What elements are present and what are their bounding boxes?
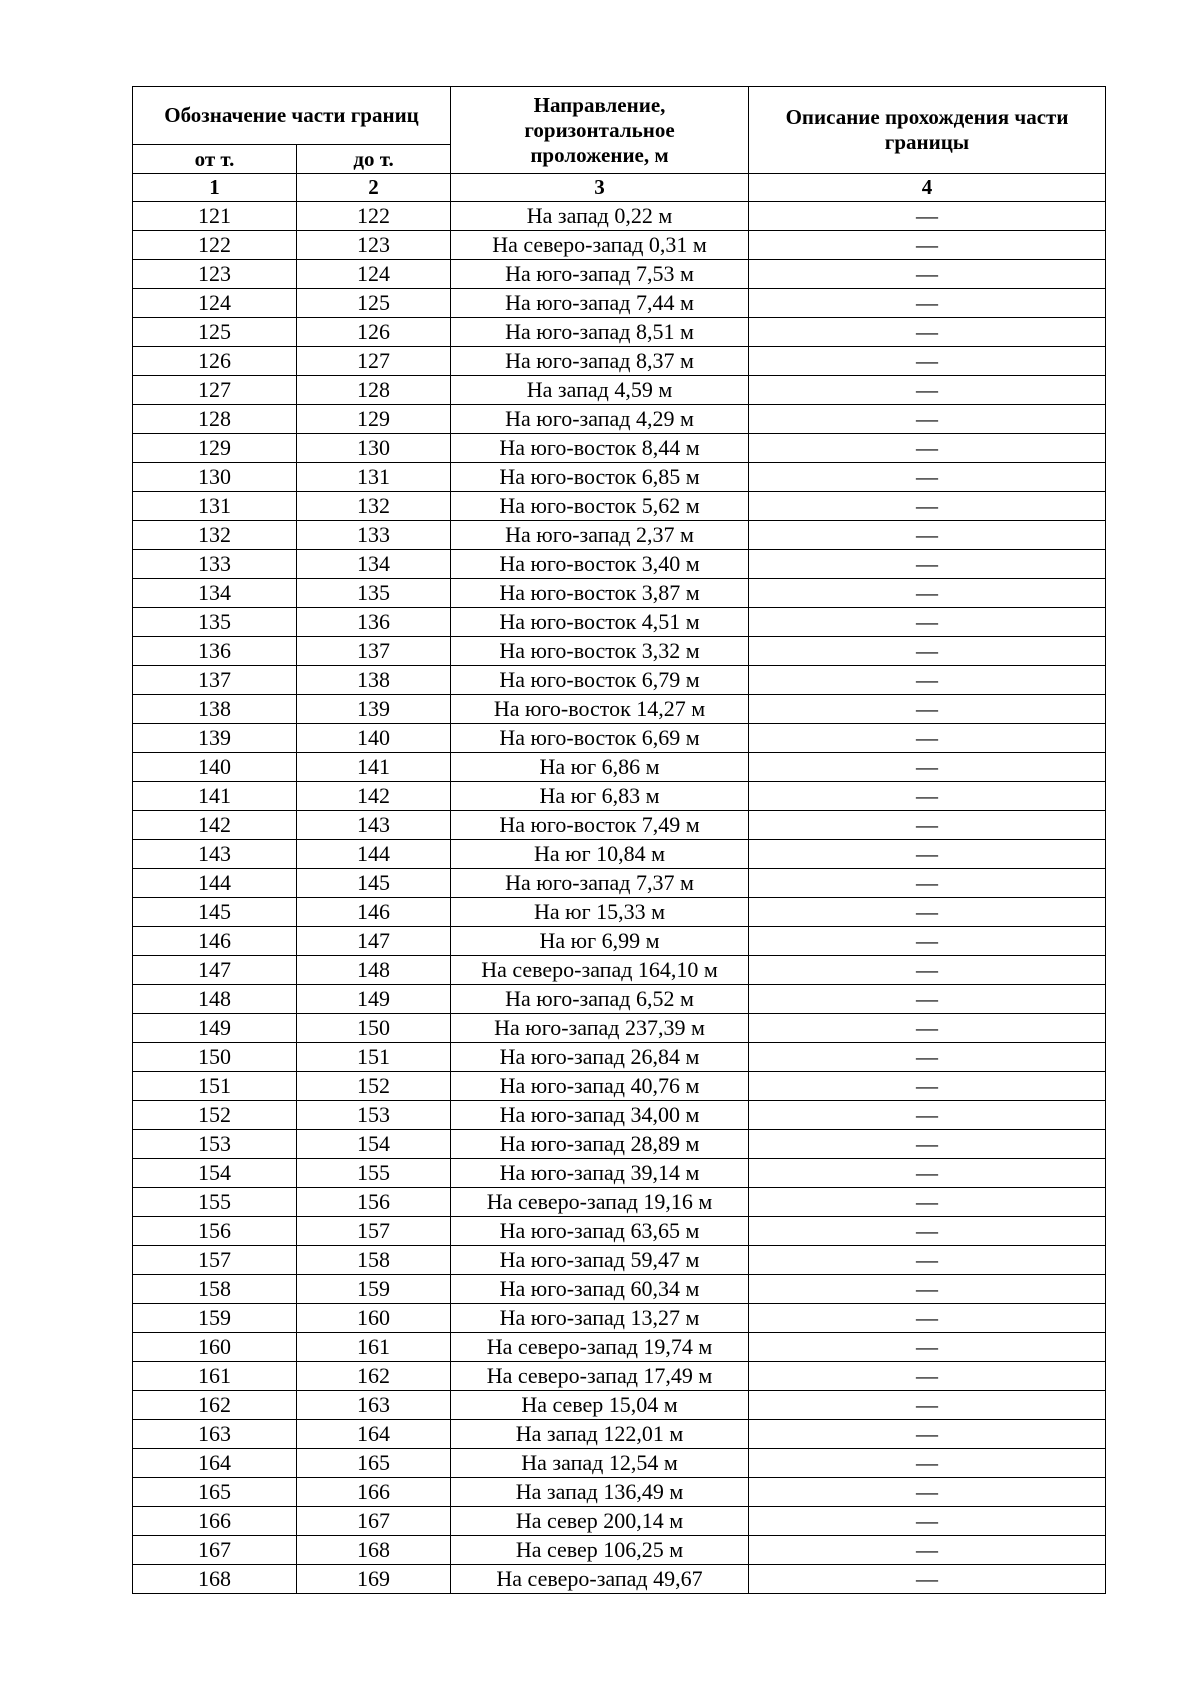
table-row bbox=[133, 724, 1106, 753]
direction-cell: На юго-запад 237,39 м bbox=[451, 1014, 749, 1043]
from-point-cell: 156 bbox=[133, 1217, 297, 1246]
from-point-cell: 149 bbox=[133, 1014, 297, 1043]
from-point-cell: 125 bbox=[133, 318, 297, 347]
description-cell: — bbox=[749, 1043, 1106, 1072]
description-cell: — bbox=[749, 347, 1106, 376]
from-point-cell: 139 bbox=[133, 724, 297, 753]
direction-cell: На северо-запад 19,16 м bbox=[451, 1188, 749, 1217]
table-row bbox=[133, 1333, 1106, 1362]
from-point-cell: 140 bbox=[133, 753, 297, 782]
to-point-cell: 145 bbox=[297, 869, 451, 898]
direction-cell: На юго-запад 7,53 м bbox=[451, 260, 749, 289]
table-row bbox=[133, 1130, 1106, 1159]
description-cell: — bbox=[749, 1275, 1106, 1304]
table-row bbox=[133, 1362, 1106, 1391]
from-point-cell: 134 bbox=[133, 579, 297, 608]
to-point-cell: 169 bbox=[297, 1565, 451, 1594]
table-row bbox=[133, 347, 1106, 376]
description-cell: — bbox=[749, 869, 1106, 898]
description-cell: — bbox=[749, 1391, 1106, 1420]
description-cell: — bbox=[749, 1565, 1106, 1594]
direction-cell: На юго-запад 6,52 м bbox=[451, 985, 749, 1014]
to-point-cell: 136 bbox=[297, 608, 451, 637]
to-point-cell: 162 bbox=[297, 1362, 451, 1391]
table-row bbox=[133, 1565, 1106, 1594]
table-row bbox=[133, 434, 1106, 463]
table-row bbox=[133, 1014, 1106, 1043]
to-point-cell: 151 bbox=[297, 1043, 451, 1072]
direction-cell: На юго-запад 39,14 м bbox=[451, 1159, 749, 1188]
description-cell: — bbox=[749, 956, 1106, 985]
from-point-cell: 147 bbox=[133, 956, 297, 985]
from-point-cell: 142 bbox=[133, 811, 297, 840]
from-point-cell: 159 bbox=[133, 1304, 297, 1333]
to-point-cell: 142 bbox=[297, 782, 451, 811]
description-cell: — bbox=[749, 405, 1106, 434]
from-point-cell: 127 bbox=[133, 376, 297, 405]
description-cell: — bbox=[749, 1449, 1106, 1478]
table-row bbox=[133, 782, 1106, 811]
to-point-cell: 157 bbox=[297, 1217, 451, 1246]
table-row bbox=[133, 1188, 1106, 1217]
from-point-cell: 165 bbox=[133, 1478, 297, 1507]
table-row bbox=[133, 1275, 1106, 1304]
to-point-cell: 135 bbox=[297, 579, 451, 608]
direction-cell: На юго-восток 7,49 м bbox=[451, 811, 749, 840]
to-point-cell: 131 bbox=[297, 463, 451, 492]
table-row bbox=[133, 376, 1106, 405]
description-cell: — bbox=[749, 1188, 1106, 1217]
table-row bbox=[133, 956, 1106, 985]
description-cell: — bbox=[749, 1101, 1106, 1130]
description-cell: — bbox=[749, 724, 1106, 753]
description-cell: — bbox=[749, 521, 1106, 550]
direction-cell: На юго-запад 8,51 м bbox=[451, 318, 749, 347]
description-cell: — bbox=[749, 637, 1106, 666]
description-cell: — bbox=[749, 1130, 1106, 1159]
table-row bbox=[133, 666, 1106, 695]
direction-cell: На юго-восток 6,85 м bbox=[451, 463, 749, 492]
description-cell: — bbox=[749, 1362, 1106, 1391]
direction-cell: На юго-восток 3,40 м bbox=[451, 550, 749, 579]
table-row bbox=[133, 1304, 1106, 1333]
table-row bbox=[133, 289, 1106, 318]
direction-cell: На юго-запад 7,37 м bbox=[451, 869, 749, 898]
to-point-cell: 166 bbox=[297, 1478, 451, 1507]
to-point-cell: 150 bbox=[297, 1014, 451, 1043]
from-point-cell: 128 bbox=[133, 405, 297, 434]
to-point-cell: 165 bbox=[297, 1449, 451, 1478]
direction-cell: На юго-запад 7,44 м bbox=[451, 289, 749, 318]
table-row bbox=[133, 492, 1106, 521]
to-point-cell: 127 bbox=[297, 347, 451, 376]
to-point-cell: 155 bbox=[297, 1159, 451, 1188]
description-cell: — bbox=[749, 927, 1106, 956]
from-point-cell: 157 bbox=[133, 1246, 297, 1275]
to-point-cell: 143 bbox=[297, 811, 451, 840]
from-point-cell: 167 bbox=[133, 1536, 297, 1565]
to-point-cell: 125 bbox=[297, 289, 451, 318]
direction-cell: На юго-запад 4,29 м bbox=[451, 405, 749, 434]
table-row bbox=[133, 1246, 1106, 1275]
direction-cell: На юг 6,99 м bbox=[451, 927, 749, 956]
to-point-cell: 147 bbox=[297, 927, 451, 956]
direction-cell: На запад 0,22 м bbox=[451, 202, 749, 231]
table-row bbox=[133, 637, 1106, 666]
from-point-cell: 163 bbox=[133, 1420, 297, 1449]
direction-cell: На юго-восток 6,79 м bbox=[451, 666, 749, 695]
from-point-cell: 143 bbox=[133, 840, 297, 869]
to-point-cell: 148 bbox=[297, 956, 451, 985]
from-point-cell: 153 bbox=[133, 1130, 297, 1159]
to-point-cell: 168 bbox=[297, 1536, 451, 1565]
table-row bbox=[133, 753, 1106, 782]
description-cell: — bbox=[749, 898, 1106, 927]
description-cell: — bbox=[749, 811, 1106, 840]
to-point-cell: 126 bbox=[297, 318, 451, 347]
table-row bbox=[133, 695, 1106, 724]
table-row bbox=[133, 1420, 1106, 1449]
table-row bbox=[133, 550, 1106, 579]
to-point-cell: 153 bbox=[297, 1101, 451, 1130]
direction-cell: На запад 4,59 м bbox=[451, 376, 749, 405]
direction-cell: На юго-восток 5,62 м bbox=[451, 492, 749, 521]
direction-cell: На север 200,14 м bbox=[451, 1507, 749, 1536]
from-point-cell: 126 bbox=[133, 347, 297, 376]
from-point-cell: 166 bbox=[133, 1507, 297, 1536]
description-cell: — bbox=[749, 231, 1106, 260]
direction-cell: На юг 6,83 м bbox=[451, 782, 749, 811]
to-point-cell: 138 bbox=[297, 666, 451, 695]
description-cell: — bbox=[749, 1507, 1106, 1536]
description-cell: — bbox=[749, 463, 1106, 492]
direction-cell: На юго-восток 4,51 м bbox=[451, 608, 749, 637]
description-cell: — bbox=[749, 289, 1106, 318]
description-cell: — bbox=[749, 434, 1106, 463]
table-row bbox=[133, 521, 1106, 550]
from-point-cell: 148 bbox=[133, 985, 297, 1014]
direction-cell: На запад 12,54 м bbox=[451, 1449, 749, 1478]
from-point-cell: 136 bbox=[133, 637, 297, 666]
to-point-cell: 139 bbox=[297, 695, 451, 724]
from-point-cell: 150 bbox=[133, 1043, 297, 1072]
table-row bbox=[133, 927, 1106, 956]
from-point-cell: 124 bbox=[133, 289, 297, 318]
to-point-cell: 163 bbox=[297, 1391, 451, 1420]
description-cell: — bbox=[749, 753, 1106, 782]
direction-cell: На юго-восток 3,32 м bbox=[451, 637, 749, 666]
from-point-cell: 135 bbox=[133, 608, 297, 637]
to-point-header: до т. bbox=[297, 145, 451, 174]
description-cell: — bbox=[749, 318, 1106, 347]
description-cell: — bbox=[749, 260, 1106, 289]
description-cell: — bbox=[749, 1072, 1106, 1101]
to-point-cell: 130 bbox=[297, 434, 451, 463]
to-point-cell: 132 bbox=[297, 492, 451, 521]
from-point-cell: 160 bbox=[133, 1333, 297, 1362]
description-cell: — bbox=[749, 608, 1106, 637]
description-header: Описание прохождения части границы bbox=[749, 87, 1106, 174]
from-point-cell: 137 bbox=[133, 666, 297, 695]
table-row bbox=[133, 1478, 1106, 1507]
from-point-cell: 146 bbox=[133, 927, 297, 956]
direction-cell: На юго-восток 3,87 м bbox=[451, 579, 749, 608]
part-designation-header: Обозначение части границ bbox=[133, 87, 451, 145]
table-row bbox=[133, 1507, 1106, 1536]
direction-cell: На северо-запад 19,74 м bbox=[451, 1333, 749, 1362]
to-point-cell: 133 bbox=[297, 521, 451, 550]
description-cell: — bbox=[749, 840, 1106, 869]
table-row bbox=[133, 318, 1106, 347]
table-row bbox=[133, 608, 1106, 637]
direction-cell: На запад 122,01 м bbox=[451, 1420, 749, 1449]
table-row bbox=[133, 1101, 1106, 1130]
table-row bbox=[133, 1072, 1106, 1101]
direction-cell: На юго-запад 28,89 м bbox=[451, 1130, 749, 1159]
to-point-cell: 160 bbox=[297, 1304, 451, 1333]
from-point-cell: 141 bbox=[133, 782, 297, 811]
direction-cell: На юго-запад 8,37 м bbox=[451, 347, 749, 376]
table-row bbox=[133, 1536, 1106, 1565]
to-point-cell: 146 bbox=[297, 898, 451, 927]
description-cell: — bbox=[749, 1420, 1106, 1449]
column-number: 2 bbox=[297, 174, 451, 202]
table-row bbox=[133, 1391, 1106, 1420]
description-cell: — bbox=[749, 1217, 1106, 1246]
table-row bbox=[133, 202, 1106, 231]
direction-cell: На северо-запад 0,31 м bbox=[451, 231, 749, 260]
direction-cell: На юго-запад 26,84 м bbox=[451, 1043, 749, 1072]
column-number-row bbox=[133, 174, 1106, 202]
direction-header: Направление, горизонтальное проложение, м bbox=[451, 87, 749, 174]
description-cell: — bbox=[749, 1246, 1106, 1275]
description-cell: — bbox=[749, 1159, 1106, 1188]
from-point-cell: 138 bbox=[133, 695, 297, 724]
to-point-cell: 128 bbox=[297, 376, 451, 405]
direction-cell: На юго-восток 14,27 м bbox=[451, 695, 749, 724]
direction-cell: На юго-запад 13,27 м bbox=[451, 1304, 749, 1333]
to-point-cell: 158 bbox=[297, 1246, 451, 1275]
to-point-cell: 152 bbox=[297, 1072, 451, 1101]
to-point-cell: 149 bbox=[297, 985, 451, 1014]
from-point-cell: 132 bbox=[133, 521, 297, 550]
table-row bbox=[133, 869, 1106, 898]
from-point-header: от т. bbox=[133, 145, 297, 174]
table-row bbox=[133, 463, 1106, 492]
description-cell: — bbox=[749, 695, 1106, 724]
from-point-cell: 129 bbox=[133, 434, 297, 463]
direction-cell: На юго-запад 2,37 м bbox=[451, 521, 749, 550]
table-row bbox=[133, 1043, 1106, 1072]
description-cell: — bbox=[749, 492, 1106, 521]
table-row bbox=[133, 1449, 1106, 1478]
column-number: 1 bbox=[133, 174, 297, 202]
to-point-cell: 141 bbox=[297, 753, 451, 782]
to-point-cell: 129 bbox=[297, 405, 451, 434]
table-row bbox=[133, 985, 1106, 1014]
to-point-cell: 167 bbox=[297, 1507, 451, 1536]
to-point-cell: 134 bbox=[297, 550, 451, 579]
from-point-cell: 121 bbox=[133, 202, 297, 231]
from-point-cell: 155 bbox=[133, 1188, 297, 1217]
to-point-cell: 124 bbox=[297, 260, 451, 289]
to-point-cell: 140 bbox=[297, 724, 451, 753]
description-cell: — bbox=[749, 1536, 1106, 1565]
direction-cell: На юго-запад 40,76 м bbox=[451, 1072, 749, 1101]
direction-cell: На юго-запад 34,00 м bbox=[451, 1101, 749, 1130]
table-row bbox=[133, 1159, 1106, 1188]
to-point-cell: 123 bbox=[297, 231, 451, 260]
table-header bbox=[133, 87, 1106, 202]
description-cell: — bbox=[749, 666, 1106, 695]
description-cell: — bbox=[749, 1478, 1106, 1507]
from-point-cell: 164 bbox=[133, 1449, 297, 1478]
direction-cell: На юг 6,86 м bbox=[451, 753, 749, 782]
table-row bbox=[133, 898, 1106, 927]
description-cell: — bbox=[749, 202, 1106, 231]
to-point-cell: 137 bbox=[297, 637, 451, 666]
to-point-cell: 154 bbox=[297, 1130, 451, 1159]
description-cell: — bbox=[749, 1333, 1106, 1362]
direction-cell: На юг 10,84 м bbox=[451, 840, 749, 869]
direction-cell: На юго-восток 6,69 м bbox=[451, 724, 749, 753]
to-point-cell: 161 bbox=[297, 1333, 451, 1362]
direction-cell: На юго-запад 63,65 м bbox=[451, 1217, 749, 1246]
direction-cell: На северо-запад 49,67 bbox=[451, 1565, 749, 1594]
direction-cell: На северо-запад 164,10 м bbox=[451, 956, 749, 985]
direction-cell: На север 15,04 м bbox=[451, 1391, 749, 1420]
to-point-cell: 159 bbox=[297, 1275, 451, 1304]
to-point-cell: 164 bbox=[297, 1420, 451, 1449]
to-point-cell: 144 bbox=[297, 840, 451, 869]
direction-cell: На северо-запад 17,49 м bbox=[451, 1362, 749, 1391]
description-cell: — bbox=[749, 1014, 1106, 1043]
from-point-cell: 152 bbox=[133, 1101, 297, 1130]
to-point-cell: 122 bbox=[297, 202, 451, 231]
from-point-cell: 161 bbox=[133, 1362, 297, 1391]
from-point-cell: 133 bbox=[133, 550, 297, 579]
table-row bbox=[133, 840, 1106, 869]
to-point-cell: 156 bbox=[297, 1188, 451, 1217]
description-cell: — bbox=[749, 376, 1106, 405]
description-cell: — bbox=[749, 550, 1106, 579]
from-point-cell: 123 bbox=[133, 260, 297, 289]
from-point-cell: 130 bbox=[133, 463, 297, 492]
direction-cell: На запад 136,49 м bbox=[451, 1478, 749, 1507]
description-cell: — bbox=[749, 579, 1106, 608]
from-point-cell: 122 bbox=[133, 231, 297, 260]
direction-cell: На юго-запад 59,47 м bbox=[451, 1246, 749, 1275]
from-point-cell: 158 bbox=[133, 1275, 297, 1304]
table-row bbox=[133, 231, 1106, 260]
table-row bbox=[133, 260, 1106, 289]
direction-cell: На юго-восток 8,44 м bbox=[451, 434, 749, 463]
description-cell: — bbox=[749, 985, 1106, 1014]
column-number: 3 bbox=[451, 174, 749, 202]
boundary-table bbox=[132, 86, 1106, 1594]
from-point-cell: 131 bbox=[133, 492, 297, 521]
from-point-cell: 168 bbox=[133, 1565, 297, 1594]
direction-cell: На юг 15,33 м bbox=[451, 898, 749, 927]
from-point-cell: 162 bbox=[133, 1391, 297, 1420]
table-row bbox=[133, 1217, 1106, 1246]
from-point-cell: 144 bbox=[133, 869, 297, 898]
from-point-cell: 145 bbox=[133, 898, 297, 927]
column-number: 4 bbox=[749, 174, 1106, 202]
direction-cell: На север 106,25 м bbox=[451, 1536, 749, 1565]
table-body bbox=[133, 202, 1106, 1594]
description-cell: — bbox=[749, 1304, 1106, 1333]
from-point-cell: 151 bbox=[133, 1072, 297, 1101]
description-cell: — bbox=[749, 782, 1106, 811]
table-row bbox=[133, 579, 1106, 608]
direction-cell: На юго-запад 60,34 м bbox=[451, 1275, 749, 1304]
table-row bbox=[133, 405, 1106, 434]
from-point-cell: 154 bbox=[133, 1159, 297, 1188]
table-row bbox=[133, 811, 1106, 840]
